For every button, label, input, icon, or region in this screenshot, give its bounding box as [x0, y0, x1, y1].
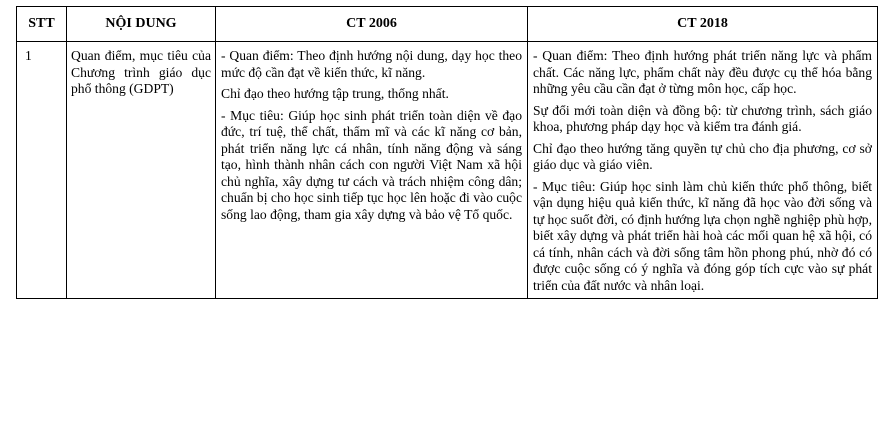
ct2006-paragraph: Chỉ đạo theo hướng tập trung, thống nhất. — [221, 86, 449, 101]
ct2018-cell — [528, 42, 878, 299]
ct2018-paragraph: Sự đổi mới toàn diện và đồng bộ: từ chương trình, sách giáo khoa, phương pháp dạy học và kiểm tra đánh giá. — [533, 102, 872, 134]
ct2018-paragraph: - Mục tiêu: Giúp học sinh làm chủ kiến thức phổ thông, biết vận dụng hiệu quả kiến thức, kĩ năng đã học vào đời sống và tự học suốt đời, có định hướng lựa chọn nghề nghiệp phù hợp, biết xây dựng và phát triển hài hoà các mối quan hệ xã hội, có cá tính, nhân cách và đời sống tâm hồn phong phú, nhờ đó có được cuộc sống có ý nghĩa và đóng góp tích cực vào sự phát triển của đất nước và nhân loại. — [533, 178, 872, 293]
header-content: NỘI DUNG — [67, 7, 216, 42]
ct2006-paragraph: - Mục tiêu: Giúp học sinh phát triển toàn diện về đạo đức, trí tuệ, thể chất, thẩm mĩ và các kĩ năng cơ bản, phát triển năng lực cá nhân, tính năng động và sáng tạo, hình thành nhân cách con người Việt Nam xã hội chủ nghĩa, xây dựng tư cách và trách nhiệm công dân; chuẩn bị cho học sinh tiếp tục học lên hoặc đi vào cuộc sống lao động, tham gia xây dựng và bảo vệ Tổ quốc. — [221, 107, 522, 222]
header-stt: STT — [17, 7, 67, 42]
row-content-cell: Quan điểm, mục tiêu của Chương trình giáo dục phổ thông (GDPT) — [67, 42, 216, 299]
comparison-table — [16, 6, 878, 299]
ct2018-paragraph: - Quan điểm: Theo định hướng phát triển năng lực và phẩm chất. Các năng lực, phẩm chất này đều được cụ thể hóa bằng những yêu cầu cần đạt ở từng môn học, cấp học. — [533, 48, 872, 96]
header-ct2018: CT 2018 — [528, 7, 878, 42]
header-row — [17, 7, 878, 42]
table-body — [17, 42, 878, 299]
table-row — [17, 42, 878, 299]
ct2006-cell — [216, 42, 528, 299]
row-stt-cell: 1 — [17, 42, 67, 299]
table-header — [17, 7, 878, 42]
ct2006-paragraph: - Quan điểm: Theo định hướng nội dung, dạy học theo mức độ cần đạt về kiến thức, kĩ năng. — [221, 48, 522, 80]
header-ct2006: CT 2006 — [216, 7, 528, 42]
ct2018-paragraph: Chỉ đạo theo hướng tăng quyền tự chủ cho địa phương, cơ sở giáo dục và giáo viên. — [533, 140, 872, 172]
